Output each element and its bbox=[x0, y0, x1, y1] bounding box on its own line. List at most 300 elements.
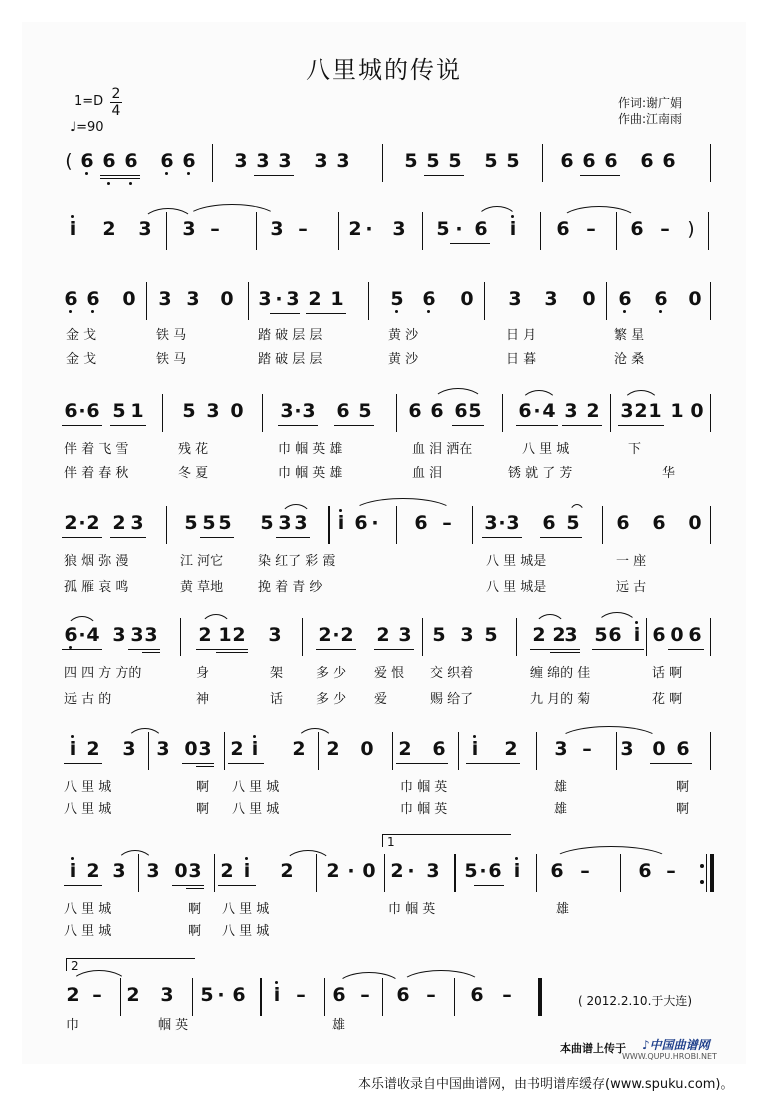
note: 5 bbox=[506, 150, 520, 172]
note: 6 bbox=[618, 288, 632, 310]
note: 0 bbox=[362, 860, 376, 882]
barline bbox=[422, 618, 423, 656]
staff-line-6 bbox=[62, 618, 714, 662]
note: · bbox=[498, 512, 506, 534]
note: – bbox=[586, 218, 596, 240]
note: 4 bbox=[542, 400, 556, 422]
note: i bbox=[337, 512, 345, 534]
note: 2 bbox=[504, 738, 518, 760]
note: 2 bbox=[376, 624, 390, 646]
note: · bbox=[365, 218, 373, 240]
note: 3 bbox=[206, 400, 220, 422]
note: 6 bbox=[64, 624, 78, 646]
note: 3 bbox=[130, 512, 144, 534]
barline bbox=[472, 506, 473, 544]
barline bbox=[146, 282, 147, 320]
note: 6 bbox=[662, 150, 676, 172]
barline bbox=[710, 144, 711, 182]
barline bbox=[542, 144, 543, 182]
note: – bbox=[92, 984, 102, 1006]
note: i bbox=[69, 860, 77, 882]
note: 2 bbox=[220, 860, 234, 882]
note: 5 bbox=[260, 512, 274, 534]
beam bbox=[100, 175, 140, 176]
note: 1 bbox=[330, 288, 344, 310]
note: · bbox=[455, 218, 463, 240]
note: 1 bbox=[648, 400, 662, 422]
note: 5 bbox=[184, 512, 198, 534]
beam bbox=[450, 243, 490, 244]
note: · bbox=[275, 288, 283, 310]
note: 3 bbox=[506, 512, 520, 534]
site-url[interactable]: WWW.QUPU.HROBI.NET bbox=[622, 1052, 717, 1061]
note: 6 bbox=[86, 400, 100, 422]
beam bbox=[128, 649, 160, 650]
barline bbox=[338, 212, 339, 250]
note: 6 bbox=[550, 860, 564, 882]
note: 6 bbox=[414, 512, 428, 534]
note: 3 bbox=[122, 738, 136, 760]
low-octave-dot bbox=[427, 310, 430, 313]
note: 6 bbox=[86, 288, 100, 310]
note: 5 bbox=[200, 984, 214, 1006]
note: 3 bbox=[564, 400, 578, 422]
note: 6 bbox=[654, 288, 668, 310]
note: 5 bbox=[218, 512, 232, 534]
beam bbox=[530, 649, 580, 650]
lyricist-credit: 作词:谢广娟 bbox=[618, 96, 683, 110]
beam bbox=[278, 425, 318, 426]
note: – bbox=[660, 218, 670, 240]
note: 3 bbox=[314, 150, 328, 172]
note: 6 bbox=[336, 400, 350, 422]
tie bbox=[568, 504, 586, 519]
note: 3 bbox=[112, 860, 126, 882]
barline bbox=[536, 854, 537, 892]
note: 3 bbox=[564, 624, 578, 646]
low-octave-dot bbox=[107, 182, 110, 185]
beam bbox=[424, 175, 464, 176]
song-title: 八里城的传说 bbox=[306, 56, 462, 84]
staff-line-7 bbox=[62, 732, 714, 776]
beam bbox=[64, 763, 102, 764]
lyrics-verse1-line7: 八 里 城 啊 八 里 城 巾 帼 英 雄 啊 bbox=[64, 780, 690, 795]
first-ending-label: 1 bbox=[387, 835, 395, 849]
tie bbox=[280, 504, 312, 519]
beam bbox=[216, 652, 248, 653]
note: 2 bbox=[112, 512, 126, 534]
note: 3 bbox=[182, 218, 196, 240]
note: 3 bbox=[278, 512, 292, 534]
note: 2 bbox=[198, 624, 212, 646]
note: 0 bbox=[670, 624, 684, 646]
low-octave-dot bbox=[659, 310, 662, 313]
note: 3 bbox=[138, 218, 152, 240]
note: · bbox=[407, 860, 415, 882]
note: 3 bbox=[188, 860, 202, 882]
note: · bbox=[533, 400, 541, 422]
note: 1 bbox=[130, 400, 144, 422]
note: i bbox=[513, 860, 521, 882]
note: 5 bbox=[594, 624, 608, 646]
note: 3 bbox=[294, 512, 308, 534]
note: 3 bbox=[198, 738, 212, 760]
note: · bbox=[78, 512, 86, 534]
note: i bbox=[509, 218, 517, 240]
lyrics-verse2-line4: 伴 着 春 秋 冬 夏 巾 帼 英 雄 血 泪 锈 就 了 芳 华 bbox=[64, 466, 676, 481]
note: 5 bbox=[566, 512, 580, 534]
composition-date: ( 2012.2.10.于大连) bbox=[578, 994, 693, 1008]
note: 3 bbox=[158, 288, 172, 310]
staff-line-5 bbox=[62, 506, 714, 550]
note: 0 bbox=[220, 288, 234, 310]
beam bbox=[334, 425, 374, 426]
note: 0 bbox=[122, 288, 136, 310]
note: 6 bbox=[454, 400, 468, 422]
beam bbox=[650, 763, 692, 764]
beam bbox=[110, 537, 146, 538]
beam bbox=[466, 763, 520, 764]
barline bbox=[484, 282, 485, 320]
composer-credit: 作曲:江南雨 bbox=[618, 112, 683, 126]
note: 6 bbox=[560, 150, 574, 172]
note: ( bbox=[65, 150, 73, 172]
note: · bbox=[347, 860, 355, 882]
staff-line-1 bbox=[62, 144, 714, 188]
tempo-value: =90 bbox=[76, 120, 104, 135]
note: 3 bbox=[278, 150, 292, 172]
note: 2 bbox=[66, 984, 80, 1006]
low-octave-dot bbox=[165, 172, 168, 175]
barline bbox=[706, 854, 707, 892]
note: – bbox=[210, 218, 220, 240]
note: – bbox=[296, 984, 306, 1006]
note: 0 bbox=[652, 738, 666, 760]
barline bbox=[602, 506, 603, 544]
note: 0 bbox=[230, 400, 244, 422]
beam bbox=[550, 652, 580, 653]
low-octave-dot bbox=[187, 172, 190, 175]
note: i bbox=[251, 738, 259, 760]
note: 6 bbox=[332, 984, 346, 1006]
note: 5 bbox=[432, 624, 446, 646]
quarter-note-icon: ♩ bbox=[70, 120, 77, 135]
low-octave-dot bbox=[129, 182, 132, 185]
note: 3 bbox=[258, 288, 272, 310]
beam bbox=[562, 425, 602, 426]
note: 3 bbox=[130, 624, 144, 646]
note: 2 bbox=[292, 738, 306, 760]
beam bbox=[270, 313, 300, 314]
barline bbox=[396, 394, 397, 432]
note: 6 bbox=[688, 624, 702, 646]
low-octave-dot bbox=[69, 310, 72, 313]
note: i bbox=[471, 738, 479, 760]
note: 2 bbox=[280, 860, 294, 882]
repeat-barline bbox=[710, 854, 714, 892]
note: 6 bbox=[354, 512, 368, 534]
note: 6 bbox=[638, 860, 652, 882]
note: 0 bbox=[174, 860, 188, 882]
barline bbox=[324, 978, 325, 1016]
note: 2 bbox=[86, 738, 100, 760]
tempo-mark bbox=[70, 120, 104, 135]
note: 5 bbox=[484, 624, 498, 646]
note: · bbox=[217, 984, 225, 1006]
beam bbox=[474, 885, 504, 886]
note: 3 bbox=[112, 624, 126, 646]
note: 3 bbox=[460, 624, 474, 646]
barline bbox=[458, 732, 459, 770]
note: 3 bbox=[398, 624, 412, 646]
note: i bbox=[69, 218, 77, 240]
lyrics-verse2-line7: 八 里 城 啊 八 里 城 巾 帼 英 雄 啊 bbox=[64, 802, 690, 817]
note: i bbox=[243, 860, 251, 882]
note: · bbox=[294, 400, 302, 422]
barline bbox=[302, 618, 303, 656]
barline bbox=[384, 854, 385, 892]
high-octave-dot bbox=[275, 981, 278, 984]
beam bbox=[228, 763, 264, 764]
note: 0 bbox=[360, 738, 374, 760]
note: 3 bbox=[620, 400, 634, 422]
low-octave-dot bbox=[91, 310, 94, 313]
note: 0 bbox=[688, 288, 702, 310]
lyrics-verse1-line8: 八 里 城 啊 八 里 城 巾 帼 英 雄 bbox=[64, 902, 570, 917]
beam bbox=[668, 649, 704, 650]
beam bbox=[64, 885, 102, 886]
staff-line-4 bbox=[62, 394, 714, 438]
lyrics-verse1-line9: 巾 帼 英 雄 bbox=[66, 1018, 346, 1033]
note: 3 bbox=[160, 984, 174, 1006]
note: 2 bbox=[532, 624, 546, 646]
beam bbox=[186, 888, 204, 889]
note: 2 bbox=[86, 512, 100, 534]
note: 2 bbox=[326, 738, 340, 760]
note: 1 bbox=[670, 400, 684, 422]
lyrics-verse1-line5: 狼 烟 弥 漫 江 河它 染 红了 彩 霞 八 里 城是 一 座 bbox=[64, 554, 647, 569]
barline bbox=[610, 394, 611, 432]
note: 2 bbox=[230, 738, 244, 760]
lyrics-verse1-line4: 伴 着 飞 雪 残 花 巾 帼 英 雄 血 泪 洒在 八 里 城 下 bbox=[64, 442, 642, 457]
note: 3 bbox=[508, 288, 522, 310]
barline bbox=[368, 282, 369, 320]
barline bbox=[536, 732, 537, 770]
note-logo-icon: ♪ bbox=[642, 1038, 650, 1052]
beam bbox=[100, 178, 140, 179]
time-signature-top: 2 bbox=[111, 86, 121, 102]
high-octave-dot bbox=[635, 621, 638, 624]
beam bbox=[182, 763, 214, 764]
note: 3 bbox=[484, 512, 498, 534]
note: 3 bbox=[144, 624, 158, 646]
note: i bbox=[633, 624, 641, 646]
note: 5 bbox=[404, 150, 418, 172]
barline bbox=[166, 506, 167, 544]
beam bbox=[172, 885, 204, 886]
note: 6 bbox=[630, 218, 644, 240]
first-ending-bracket bbox=[382, 834, 511, 847]
note: – bbox=[580, 860, 590, 882]
note: 3 bbox=[554, 738, 568, 760]
source-footer: 本乐谱收录自中国曲谱网，由书明谱库缓存(www.spuku.com)。 bbox=[358, 1077, 734, 1092]
note: 5 bbox=[468, 400, 482, 422]
beam bbox=[540, 537, 582, 538]
note: 2 bbox=[586, 400, 600, 422]
barline bbox=[710, 506, 711, 544]
note: 3 bbox=[156, 738, 170, 760]
note: 6 bbox=[652, 512, 666, 534]
high-octave-dot bbox=[473, 735, 476, 738]
note: 5 bbox=[448, 150, 462, 172]
high-octave-dot bbox=[71, 857, 74, 860]
note: 6 bbox=[542, 512, 556, 534]
note: 2 bbox=[398, 738, 412, 760]
barline bbox=[260, 978, 262, 1016]
note: · bbox=[78, 624, 86, 646]
note: 6 bbox=[582, 150, 596, 172]
barline bbox=[180, 618, 181, 656]
note: 3 bbox=[234, 150, 248, 172]
note: 5 bbox=[182, 400, 196, 422]
beam bbox=[276, 537, 310, 538]
barline bbox=[502, 394, 503, 432]
note: 3 bbox=[426, 860, 440, 882]
note: 6 bbox=[396, 984, 410, 1006]
note: 2 bbox=[348, 218, 362, 240]
note: 6 bbox=[182, 150, 196, 172]
note: 0 bbox=[184, 738, 198, 760]
staff-line-8 bbox=[62, 854, 714, 898]
high-octave-dot bbox=[339, 509, 342, 512]
barline bbox=[422, 212, 423, 250]
note: 3 bbox=[280, 400, 294, 422]
note: 5 bbox=[202, 512, 216, 534]
note: i bbox=[273, 984, 281, 1006]
barline bbox=[224, 732, 225, 770]
note: 2 bbox=[552, 624, 566, 646]
note: 2 bbox=[126, 984, 140, 1006]
note: 6 bbox=[408, 400, 422, 422]
beam bbox=[200, 537, 234, 538]
note: 3 bbox=[620, 738, 634, 760]
time-signature-bottom: 4 bbox=[111, 103, 121, 119]
barline bbox=[192, 978, 193, 1016]
beam bbox=[62, 425, 102, 426]
barline bbox=[646, 618, 647, 656]
note: 0 bbox=[582, 288, 596, 310]
high-octave-dot bbox=[253, 735, 256, 738]
barline bbox=[710, 282, 711, 320]
note: 2 bbox=[232, 624, 246, 646]
beam bbox=[396, 763, 448, 764]
site-logo[interactable]: ♪中国曲谱网 bbox=[642, 1038, 710, 1052]
lyrics-verse2-line6: 远 古 的 神 话 多 少 爱 赐 给了 九 月的 菊 花 啊 bbox=[64, 692, 683, 707]
note: 2 bbox=[102, 218, 116, 240]
beam bbox=[142, 652, 160, 653]
low-octave-dot bbox=[85, 172, 88, 175]
note: 5 bbox=[112, 400, 126, 422]
beam bbox=[110, 425, 146, 426]
note: 1 bbox=[218, 624, 232, 646]
note: 2 bbox=[308, 288, 322, 310]
note: 5 bbox=[358, 400, 372, 422]
beam bbox=[316, 649, 356, 650]
beam bbox=[218, 885, 256, 886]
note: – bbox=[426, 984, 436, 1006]
time-signature bbox=[110, 86, 122, 119]
note: 6 bbox=[604, 150, 618, 172]
beam bbox=[580, 175, 620, 176]
note: 3 bbox=[392, 218, 406, 240]
staff-line-2 bbox=[62, 212, 714, 256]
barline bbox=[262, 394, 263, 432]
beam bbox=[196, 649, 248, 650]
low-octave-dot bbox=[395, 310, 398, 313]
lyrics-verse2-line8: 八 里 城 啊 八 里 城 bbox=[64, 924, 270, 939]
note: 6 bbox=[64, 400, 78, 422]
note: – bbox=[666, 860, 676, 882]
note: 3 bbox=[270, 218, 284, 240]
repeat-dots bbox=[700, 864, 704, 884]
note: 6 bbox=[608, 624, 622, 646]
note: 6 bbox=[232, 984, 246, 1006]
barline bbox=[248, 282, 249, 320]
barline bbox=[328, 506, 330, 544]
note: 5 bbox=[464, 860, 478, 882]
note: 3 bbox=[544, 288, 558, 310]
note: – bbox=[502, 984, 512, 1006]
barline bbox=[392, 732, 393, 770]
low-octave-dot bbox=[623, 310, 626, 313]
note: 5 bbox=[484, 150, 498, 172]
barline bbox=[606, 282, 607, 320]
high-octave-dot bbox=[71, 215, 74, 218]
tie bbox=[66, 616, 98, 631]
beam bbox=[618, 425, 664, 426]
note: 0 bbox=[688, 512, 702, 534]
beam bbox=[374, 649, 414, 650]
beam bbox=[516, 425, 558, 426]
note: 3 bbox=[256, 150, 270, 172]
high-octave-dot bbox=[71, 735, 74, 738]
barline bbox=[212, 144, 213, 182]
barline bbox=[162, 394, 163, 432]
note: 6 bbox=[640, 150, 654, 172]
note: · bbox=[332, 624, 340, 646]
note: 3 bbox=[302, 400, 316, 422]
note: 6 bbox=[160, 150, 174, 172]
lyrics-verse1-line6: 四 四 方 方的 身 架 多 少 爱 恨 交 织着 缠 绵的 佳 话 啊 bbox=[64, 666, 683, 681]
high-octave-dot bbox=[245, 857, 248, 860]
note: 6 bbox=[432, 738, 446, 760]
second-ending-label: 2 bbox=[71, 959, 79, 973]
note: 3 bbox=[336, 150, 350, 172]
upload-label: 本曲谱上传于 bbox=[560, 1042, 626, 1055]
note: 0 bbox=[690, 400, 704, 422]
note: 6 bbox=[430, 400, 444, 422]
beam bbox=[452, 425, 484, 426]
high-octave-dot bbox=[515, 857, 518, 860]
note: – bbox=[298, 218, 308, 240]
beam bbox=[306, 313, 346, 314]
note: 5 bbox=[390, 288, 404, 310]
note: 5 bbox=[436, 218, 450, 240]
low-octave-dot bbox=[69, 646, 72, 649]
note: 2 bbox=[390, 860, 404, 882]
barline bbox=[214, 854, 215, 892]
barline bbox=[382, 144, 383, 182]
